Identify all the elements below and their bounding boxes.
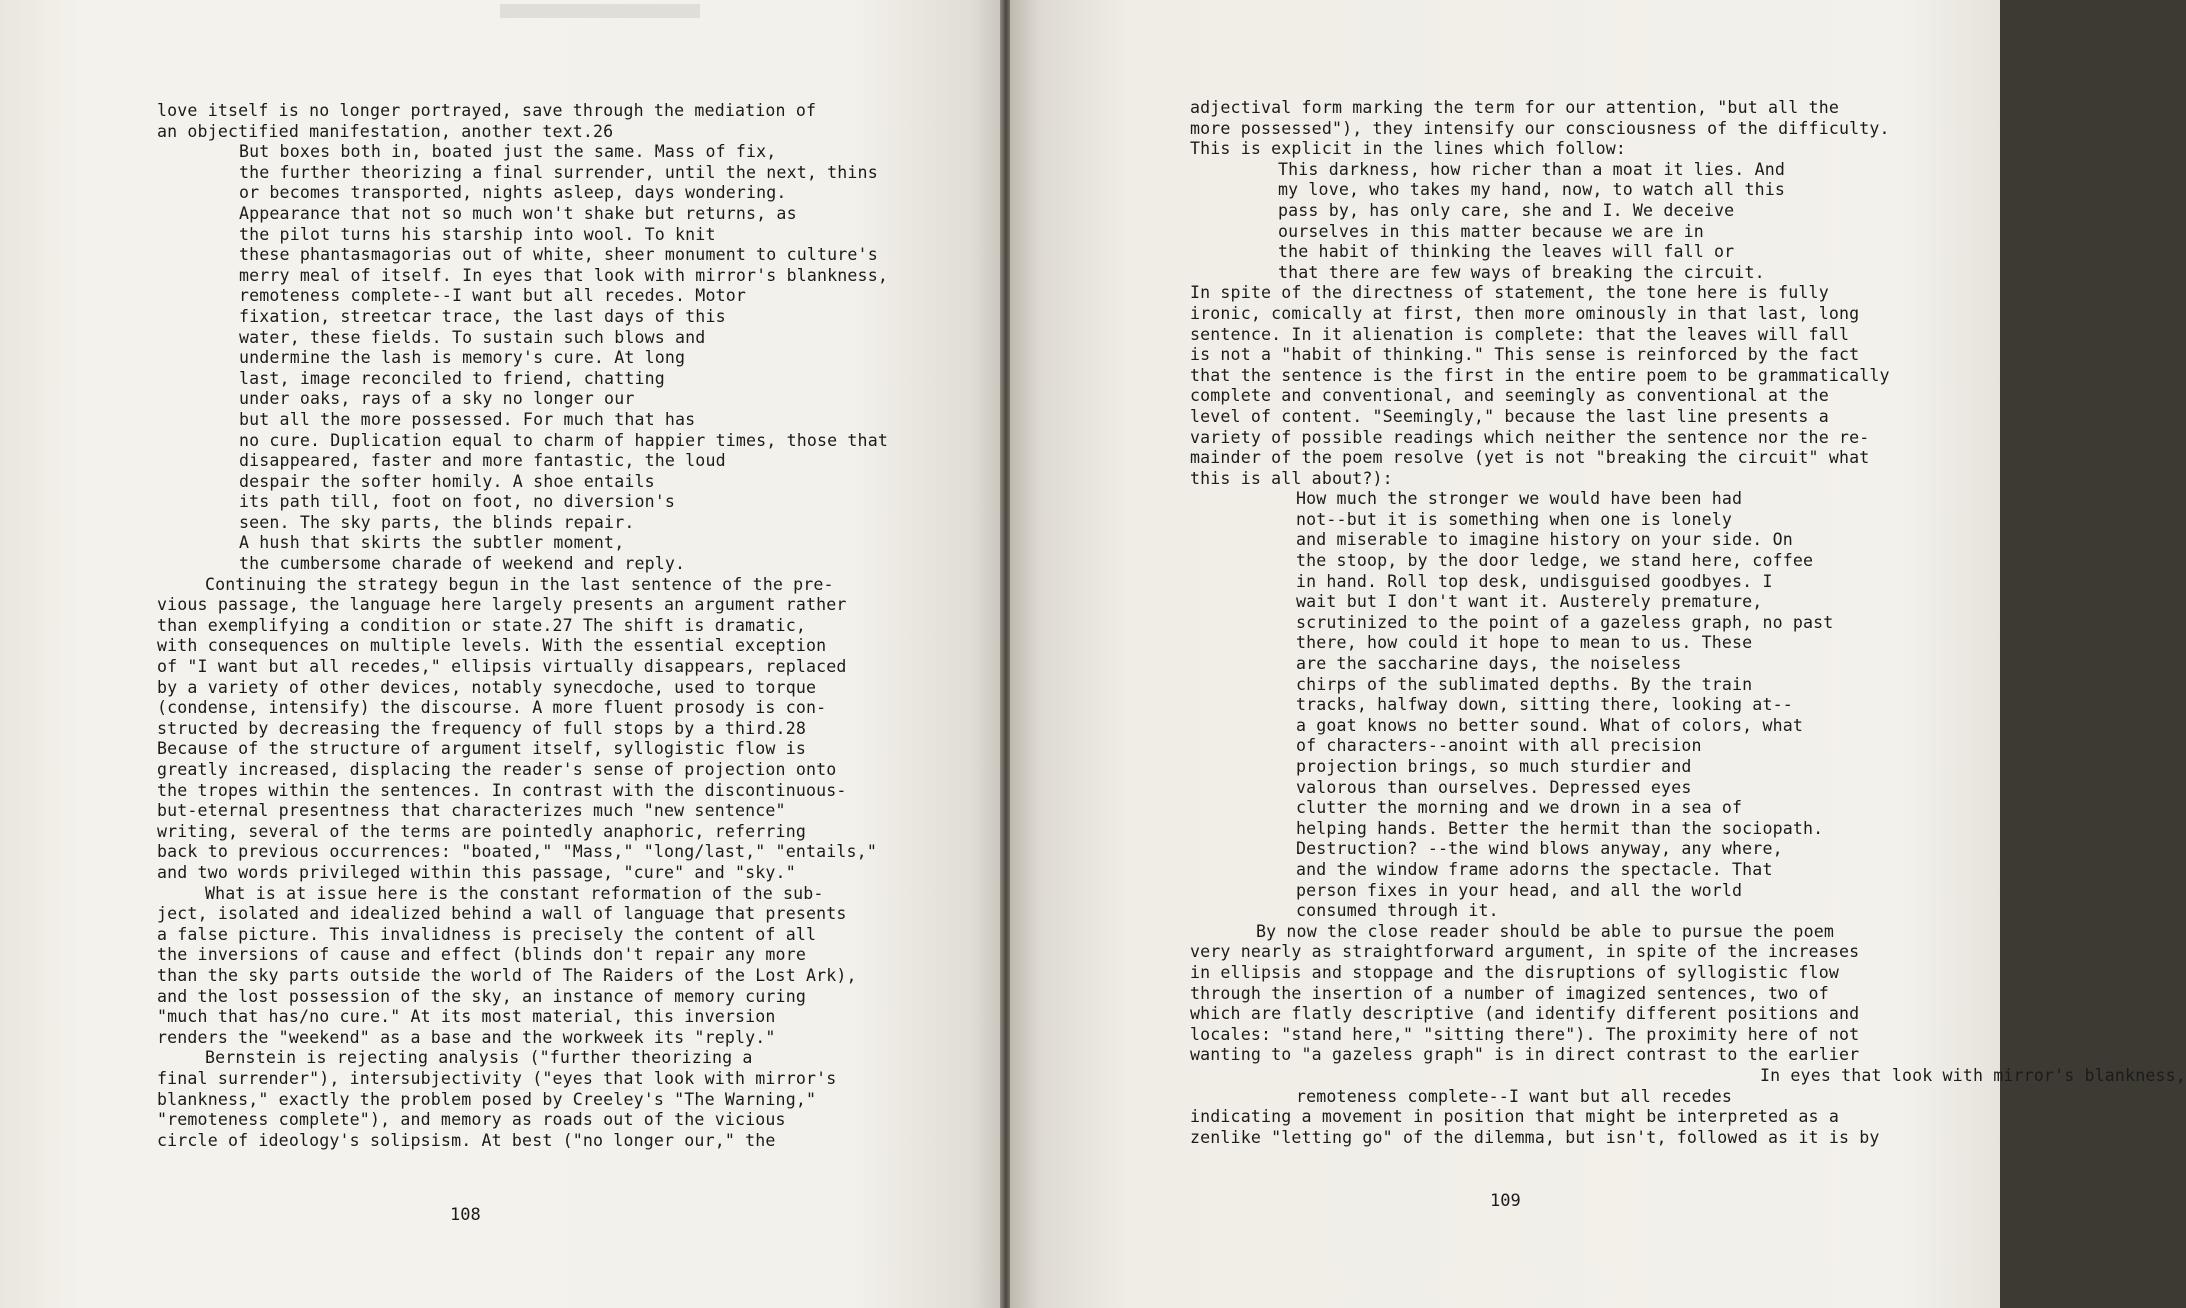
- text-line: with consequences on multiple levels. With the essential exception: [157, 636, 827, 656]
- text-line: adjectival form marking the term for our attention, "but all the: [1190, 98, 1839, 117]
- left-page-text: [157, 101, 888, 1151]
- text-line: tracks, halfway down, sitting there, looking at--: [1296, 695, 1793, 715]
- text-line: and the window frame adorns the spectacle. That: [1296, 859, 1773, 879]
- text-line: than the sky parts outside the world of The Raiders of the Lost Ark),: [157, 965, 857, 985]
- text-line: By now the close reader should be able to pursue the poem: [1256, 921, 1834, 941]
- faint-stamp: [500, 4, 700, 18]
- text-line: an objectified manifestation, another text.26: [157, 121, 614, 141]
- right-page-text: [1190, 98, 2186, 1148]
- text-line: and the lost possession of the sky, an instance of memory curing: [157, 986, 806, 1006]
- text-line: structed by decreasing the frequency of full stops by a third.28: [157, 718, 806, 738]
- text-line: not--but it is something when one is lonely: [1296, 509, 1733, 529]
- text-line: the pilot turns his starship into wool. To knit: [239, 224, 716, 244]
- text-line: are the saccharine days, the noiseless: [1296, 654, 1682, 674]
- text-line: blankness," exactly the problem posed by Creeley's "The Warning,": [157, 1089, 817, 1109]
- text-line: very nearly as straightforward argument, in spite of the increases: [1190, 942, 1860, 962]
- text-line: Appearance that not so much won't shake but returns, as: [239, 203, 797, 223]
- text-line: love itself is no longer portrayed, save through the mediation of: [157, 101, 817, 120]
- text-line: consumed through it.: [1296, 901, 1499, 921]
- text-line: wanting to "a gazeless graph" is in direct contrast to the earlier: [1190, 1045, 1860, 1065]
- left-page-number: 108: [450, 1205, 481, 1225]
- text-line: which are flatly descriptive (and identify different positions and: [1190, 1004, 1860, 1024]
- text-line: How much the stronger we would have been had: [1296, 489, 1743, 509]
- text-line: projection brings, so much sturdier and: [1296, 757, 1692, 776]
- text-line: under oaks, rays of a sky no longer our: [239, 389, 635, 409]
- text-line: remoteness complete--I want but all recedes: [1296, 1086, 1733, 1106]
- text-line: fixation, streetcar trace, the last days of this: [239, 306, 726, 326]
- text-line: or becomes transported, nights asleep, days wondering.: [239, 183, 787, 203]
- text-line: but all the more possessed. For much that has: [239, 409, 696, 429]
- text-line: helping hands. Better the hermit than the sociopath.: [1296, 818, 1824, 838]
- text-line: that the sentence is the first in the entire poem to be grammatically: [1190, 365, 1890, 385]
- text-line: "much that has/no cure." At its most material, this inversion: [157, 1007, 776, 1027]
- text-line: a goat knows no better sound. What of colors, what: [1296, 715, 1804, 735]
- text-line: pass by, has only care, she and I. We deceive: [1278, 200, 1735, 220]
- text-line: wait but I don't want it. Austerely premature,: [1296, 592, 1763, 612]
- text-line: level of content. "Seemingly," because the last line presents a: [1190, 406, 1829, 426]
- text-line: clutter the morning and we drown in a sea of: [1296, 798, 1743, 818]
- text-line: of characters--anoint with all precision: [1296, 736, 1702, 756]
- text-line: person fixes in your head, and all the world: [1296, 880, 1743, 900]
- text-line: no cure. Duplication equal to charm of happier times, those that: [239, 430, 888, 450]
- text-line: but-eternal presentness that characterizes much "new sentence": [157, 801, 786, 821]
- text-line: by a variety of other devices, notably synecdoche, used to torque: [157, 677, 817, 697]
- text-line: in hand. Roll top desk, undisguised goodbyes. I: [1296, 571, 1773, 591]
- text-line: ject, isolated and idealized behind a wall of language that presents: [157, 904, 847, 924]
- text-line: the cumbersome charade of weekend and reply.: [239, 554, 686, 574]
- text-line: there, how could it hope to mean to us. These: [1296, 633, 1753, 653]
- text-line: What is at issue here is the constant reformation of the sub-: [205, 883, 824, 903]
- text-line: the tropes within the sentences. In contrast with the discontinuous-: [157, 780, 847, 800]
- text-line: than exemplifying a condition or state.27 The shift is dramatic,: [157, 615, 806, 635]
- text-line: Destruction? --the wind blows anyway, any where,: [1296, 839, 1783, 859]
- text-line: merry meal of itself. In eyes that look with mirror's blankness,: [239, 265, 888, 285]
- text-line: water, these fields. To sustain such blows and: [239, 327, 706, 347]
- text-line: greatly increased, displacing the reader's sense of projection onto: [157, 760, 837, 779]
- text-line: But boxes both in, boated just the same. Mass of fix,: [239, 142, 777, 162]
- text-line: In eyes that look with mirror's blankness,: [1760, 1065, 2186, 1085]
- text-line: the further theorizing a final surrender, until the next, thins: [239, 162, 878, 182]
- text-line: disappeared, faster and more fantastic, the loud: [239, 451, 726, 471]
- text-line: Because of the structure of argument itself, syllogistic flow is: [157, 739, 806, 759]
- left-page: [0, 0, 1002, 1308]
- text-line: that there are few ways of breaking the circuit.: [1278, 262, 1765, 282]
- right-page: [1010, 0, 2186, 1308]
- text-line: final surrender"), intersubjectivity ("eyes that look with mirror's: [157, 1068, 837, 1088]
- text-line: scrutinized to the point of a gazeless graph, no past: [1296, 612, 1834, 632]
- text-line: This darkness, how richer than a moat it lies. And: [1278, 159, 1786, 179]
- text-line: (condense, intensify) the discourse. A more fluent prosody is con-: [157, 698, 827, 718]
- text-line: zenlike "letting go" of the dilemma, but isn't, followed as it is by: [1190, 1127, 1880, 1147]
- text-line: locales: "stand here," "sitting there"). The proximity here of not: [1190, 1024, 1860, 1044]
- text-line: in ellipsis and stoppage and the disruptions of syllogistic flow: [1190, 962, 1839, 982]
- text-line: ourselves in this matter because we are in: [1278, 221, 1704, 241]
- text-line: vious passage, the language here largely presents an argument rather: [157, 595, 847, 615]
- text-line: these phantasmagorias out of white, sheer monument to culture's: [239, 245, 878, 265]
- text-line: despair the softer homily. A shoe entails: [239, 471, 655, 491]
- text-line: last, image reconciled to friend, chatting: [239, 368, 665, 388]
- text-line: seen. The sky parts, the blinds repair.: [239, 512, 635, 532]
- text-line: sentence. In it alienation is complete: that the leaves will fall: [1190, 324, 1850, 344]
- text-line: variety of possible readings which neither the sentence nor the re-: [1190, 427, 1870, 447]
- text-line: undermine the lash is memory's cure. At long: [239, 348, 686, 368]
- text-line: the habit of thinking the leaves will fall or: [1278, 242, 1735, 262]
- text-line: ironic, comically at first, then more ominously in that last, long: [1190, 303, 1860, 323]
- text-line: complete and conventional, and seemingly as conventional at the: [1190, 386, 1829, 406]
- right-page-number: 109: [1490, 1191, 1521, 1211]
- text-line: its path till, foot on foot, no diversion's: [239, 492, 676, 512]
- text-line: of "I want but all recedes," ellipsis virtually disappears, replaced: [157, 657, 847, 677]
- text-line: remoteness complete--I want but all recedes. Motor: [239, 286, 747, 306]
- text-line: valorous than ourselves. Depressed eyes: [1296, 777, 1692, 797]
- text-line: Continuing the strategy begun in the last sentence of the pre-: [205, 574, 834, 594]
- text-line: and two words privileged within this passage, "cure" and "sky.": [157, 862, 796, 882]
- text-line: the inversions of cause and effect (blinds don't repair any more: [157, 945, 806, 965]
- text-line: indicating a movement in position that might be interpreted as a: [1190, 1107, 1839, 1127]
- text-line: back to previous occurrences: "boated," "Mass," "long/last," "entails,": [157, 842, 877, 862]
- text-line: A hush that skirts the subtler moment,: [239, 533, 625, 553]
- text-line: this is all about?):: [1190, 468, 1393, 488]
- text-line: through the insertion of a number of imagized sentences, two of: [1190, 983, 1829, 1003]
- text-line: In spite of the directness of statement, the tone here is fully: [1190, 283, 1829, 303]
- text-line: writing, several of the terms are pointedly anaphoric, referring: [157, 821, 806, 841]
- text-line: and miserable to imagine history on your side. On: [1296, 530, 1793, 550]
- text-line: a false picture. This invalidness is precisely the content of all: [157, 924, 817, 944]
- text-line: chirps of the sublimated depths. By the train: [1296, 674, 1753, 694]
- text-line: This is explicit in the lines which follow:: [1190, 139, 1627, 159]
- text-line: is not a "habit of thinking." This sense is reinforced by the fact: [1190, 345, 1860, 365]
- text-line: renders the "weekend" as a base and the workweek its "reply.": [157, 1027, 776, 1047]
- text-line: the stoop, by the door ledge, we stand here, coffee: [1296, 551, 1814, 571]
- text-line: more possessed"), they intensify our consciousness of the difficulty.: [1190, 118, 1890, 138]
- text-line: mainder of the poem resolve (yet is not "breaking the circuit" what: [1190, 448, 1870, 468]
- text-line: "remoteness complete"), and memory as roads out of the vicious: [157, 1110, 786, 1130]
- text-line: Bernstein is rejecting analysis ("further theorizing a: [205, 1048, 753, 1068]
- text-line: circle of ideology's solipsism. At best ("no longer our," the: [157, 1130, 776, 1150]
- text-line: my love, who takes my hand, now, to watch all this: [1278, 180, 1786, 200]
